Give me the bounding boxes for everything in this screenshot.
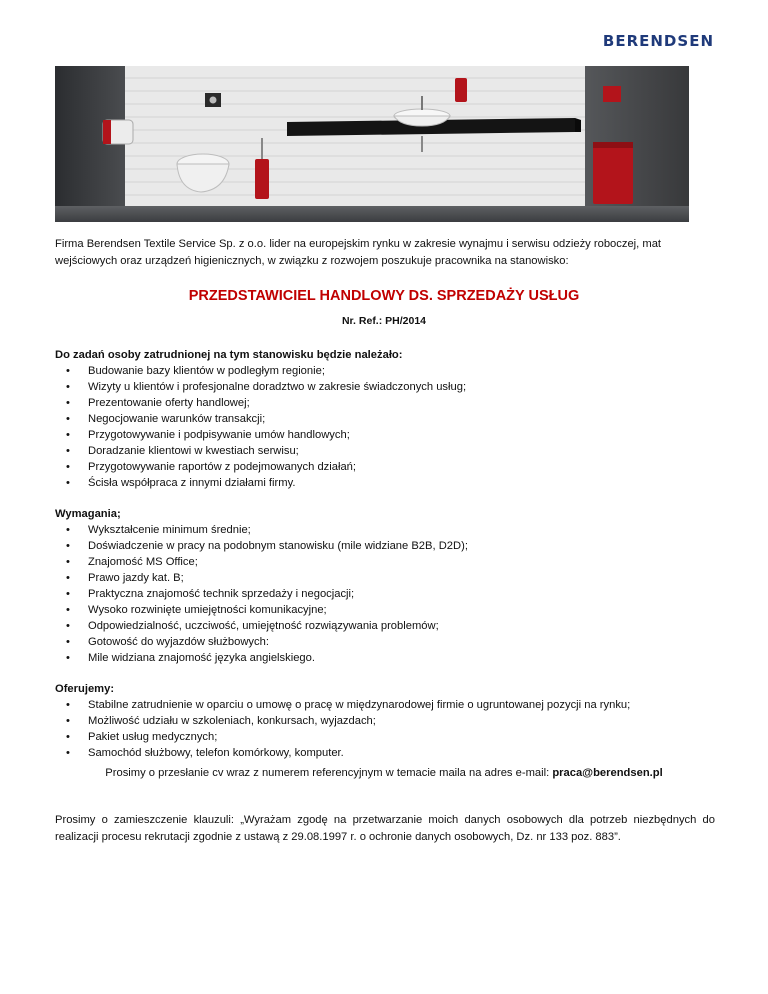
requirements-section xyxy=(55,506,720,666)
bullet: • xyxy=(66,747,70,759)
bullet: • xyxy=(66,381,70,393)
bullet: • xyxy=(66,524,70,536)
job-title: PRZEDSTAWICIEL HANDLOWY DS. SPRZEDAŻY USŁUG xyxy=(188,288,580,304)
list-item: • Gotowość do wyjazdów służbowych: xyxy=(66,636,269,648)
bullet: • xyxy=(66,731,70,743)
bullet: • xyxy=(66,556,70,568)
bullet: • xyxy=(66,636,70,648)
list-item: • Prezentowanie oferty handlowej; xyxy=(66,397,250,409)
bullet: • xyxy=(66,620,70,632)
list-item: • Samochód służbowy, telefon komórkowy, komputer. xyxy=(66,747,344,759)
berendsen-logo: BERENDSEN xyxy=(602,32,714,50)
reference-number: Nr. Ref.: PH/2014 xyxy=(341,315,427,327)
bullet: • xyxy=(66,445,70,457)
contact-line xyxy=(0,767,768,779)
bullet: • xyxy=(66,699,70,711)
list-item: • Negocjowanie warunków transakcji; xyxy=(66,413,266,425)
bullet: • xyxy=(66,429,70,441)
bullet: • xyxy=(66,413,70,425)
contact-email-link[interactable]: praca@berendsen.pl xyxy=(552,767,663,779)
list-item: • Wykształcenie minimum średnie; xyxy=(66,524,251,536)
list-item: • Budowanie bazy klientów w podległym regionie; xyxy=(66,365,325,377)
list-item: • Wizyty u klientów i profesjonalne doradztwo w zakresie świadczonych usług; xyxy=(66,381,467,393)
bullet: • xyxy=(66,540,70,552)
bullet: • xyxy=(66,397,70,409)
list-item: • Prawo jazdy kat. B; xyxy=(66,572,184,584)
requirements-heading: Wymagania; xyxy=(55,508,121,520)
list-item: • Przygotowywanie raportów z podejmowanych działań; xyxy=(66,461,357,473)
offer-heading: Oferujemy: xyxy=(55,683,115,695)
list-item: • Odpowiedzialność, uczciwość, umiejętność rozwiązywania problemów; xyxy=(66,620,439,632)
bullet: • xyxy=(66,652,70,664)
bullet: • xyxy=(66,477,70,489)
washroom-photo xyxy=(55,66,689,222)
list-item: • Przygotowywanie i podpisywanie umów handlowych; xyxy=(66,429,350,441)
duties-heading: Do zadań osoby zatrudnionej na tym stanowisku będzie należało: xyxy=(55,349,403,361)
bullet: • xyxy=(66,572,70,584)
bullet: • xyxy=(66,715,70,727)
bullet: • xyxy=(66,365,70,377)
list-item: • Praktyczna znajomość technik sprzedaży i negocjacji; xyxy=(66,588,355,600)
list-item: • Stabilne zatrudnienie w oparciu o umowę o pracę w międzynarodowej firmie o ugruntowanej pozycji na rynku; xyxy=(66,699,631,711)
list-item: • Pakiet usług medycznych; xyxy=(66,731,218,743)
list-item: • Możliwość udziału w szkoleniach, konkursach, wyjazdach; xyxy=(66,715,376,727)
list-item: • Doradzanie klientowi w kwestiach serwisu; xyxy=(66,445,299,457)
privacy-clause: Prosimy o zamieszczenie klauzuli: „Wyrażam zgodę na przetwarzanie moich danych osobowych dla potrzeb niezbędnych do realizacji procesu rekrutacji zgodnie z ustawą z 29.08.1997 r. o ochronie danych osobowych, Dz. nr 133 poz. 883”. xyxy=(55,814,715,843)
duties-section xyxy=(55,347,720,491)
list-item: • Znajomość MS Office; xyxy=(66,556,198,568)
list-item: • Doświadczenie w pracy na podobnym stanowisku (mile widziane B2B, D2D); xyxy=(66,540,468,552)
bullet: • xyxy=(66,604,70,616)
list-item: • Ścisła współpraca z innymi działami firmy. xyxy=(66,477,296,489)
contact-text: Prosimy o przesłanie cv wraz z numerem referencyjnym w temacie maila na adres e-mail: xyxy=(105,767,553,779)
bullet: • xyxy=(66,588,70,600)
offer-section xyxy=(55,681,720,761)
list-item: • Wysoko rozwinięte umiejętności komunikacyjne; xyxy=(66,604,327,616)
list-item: • Mile widziana znajomość języka angielskiego. xyxy=(66,652,315,664)
bullet: • xyxy=(66,461,70,473)
intro-text: Firma Berendsen Textile Service Sp. z o.o. lider na europejskim rynku w zakresie wynajmu i serwisu odzieży roboczej, mat wejściowych oraz urządzeń higienicznych, w związku z rozwojem poszukuje pracownika na stanowisko: xyxy=(55,238,662,267)
